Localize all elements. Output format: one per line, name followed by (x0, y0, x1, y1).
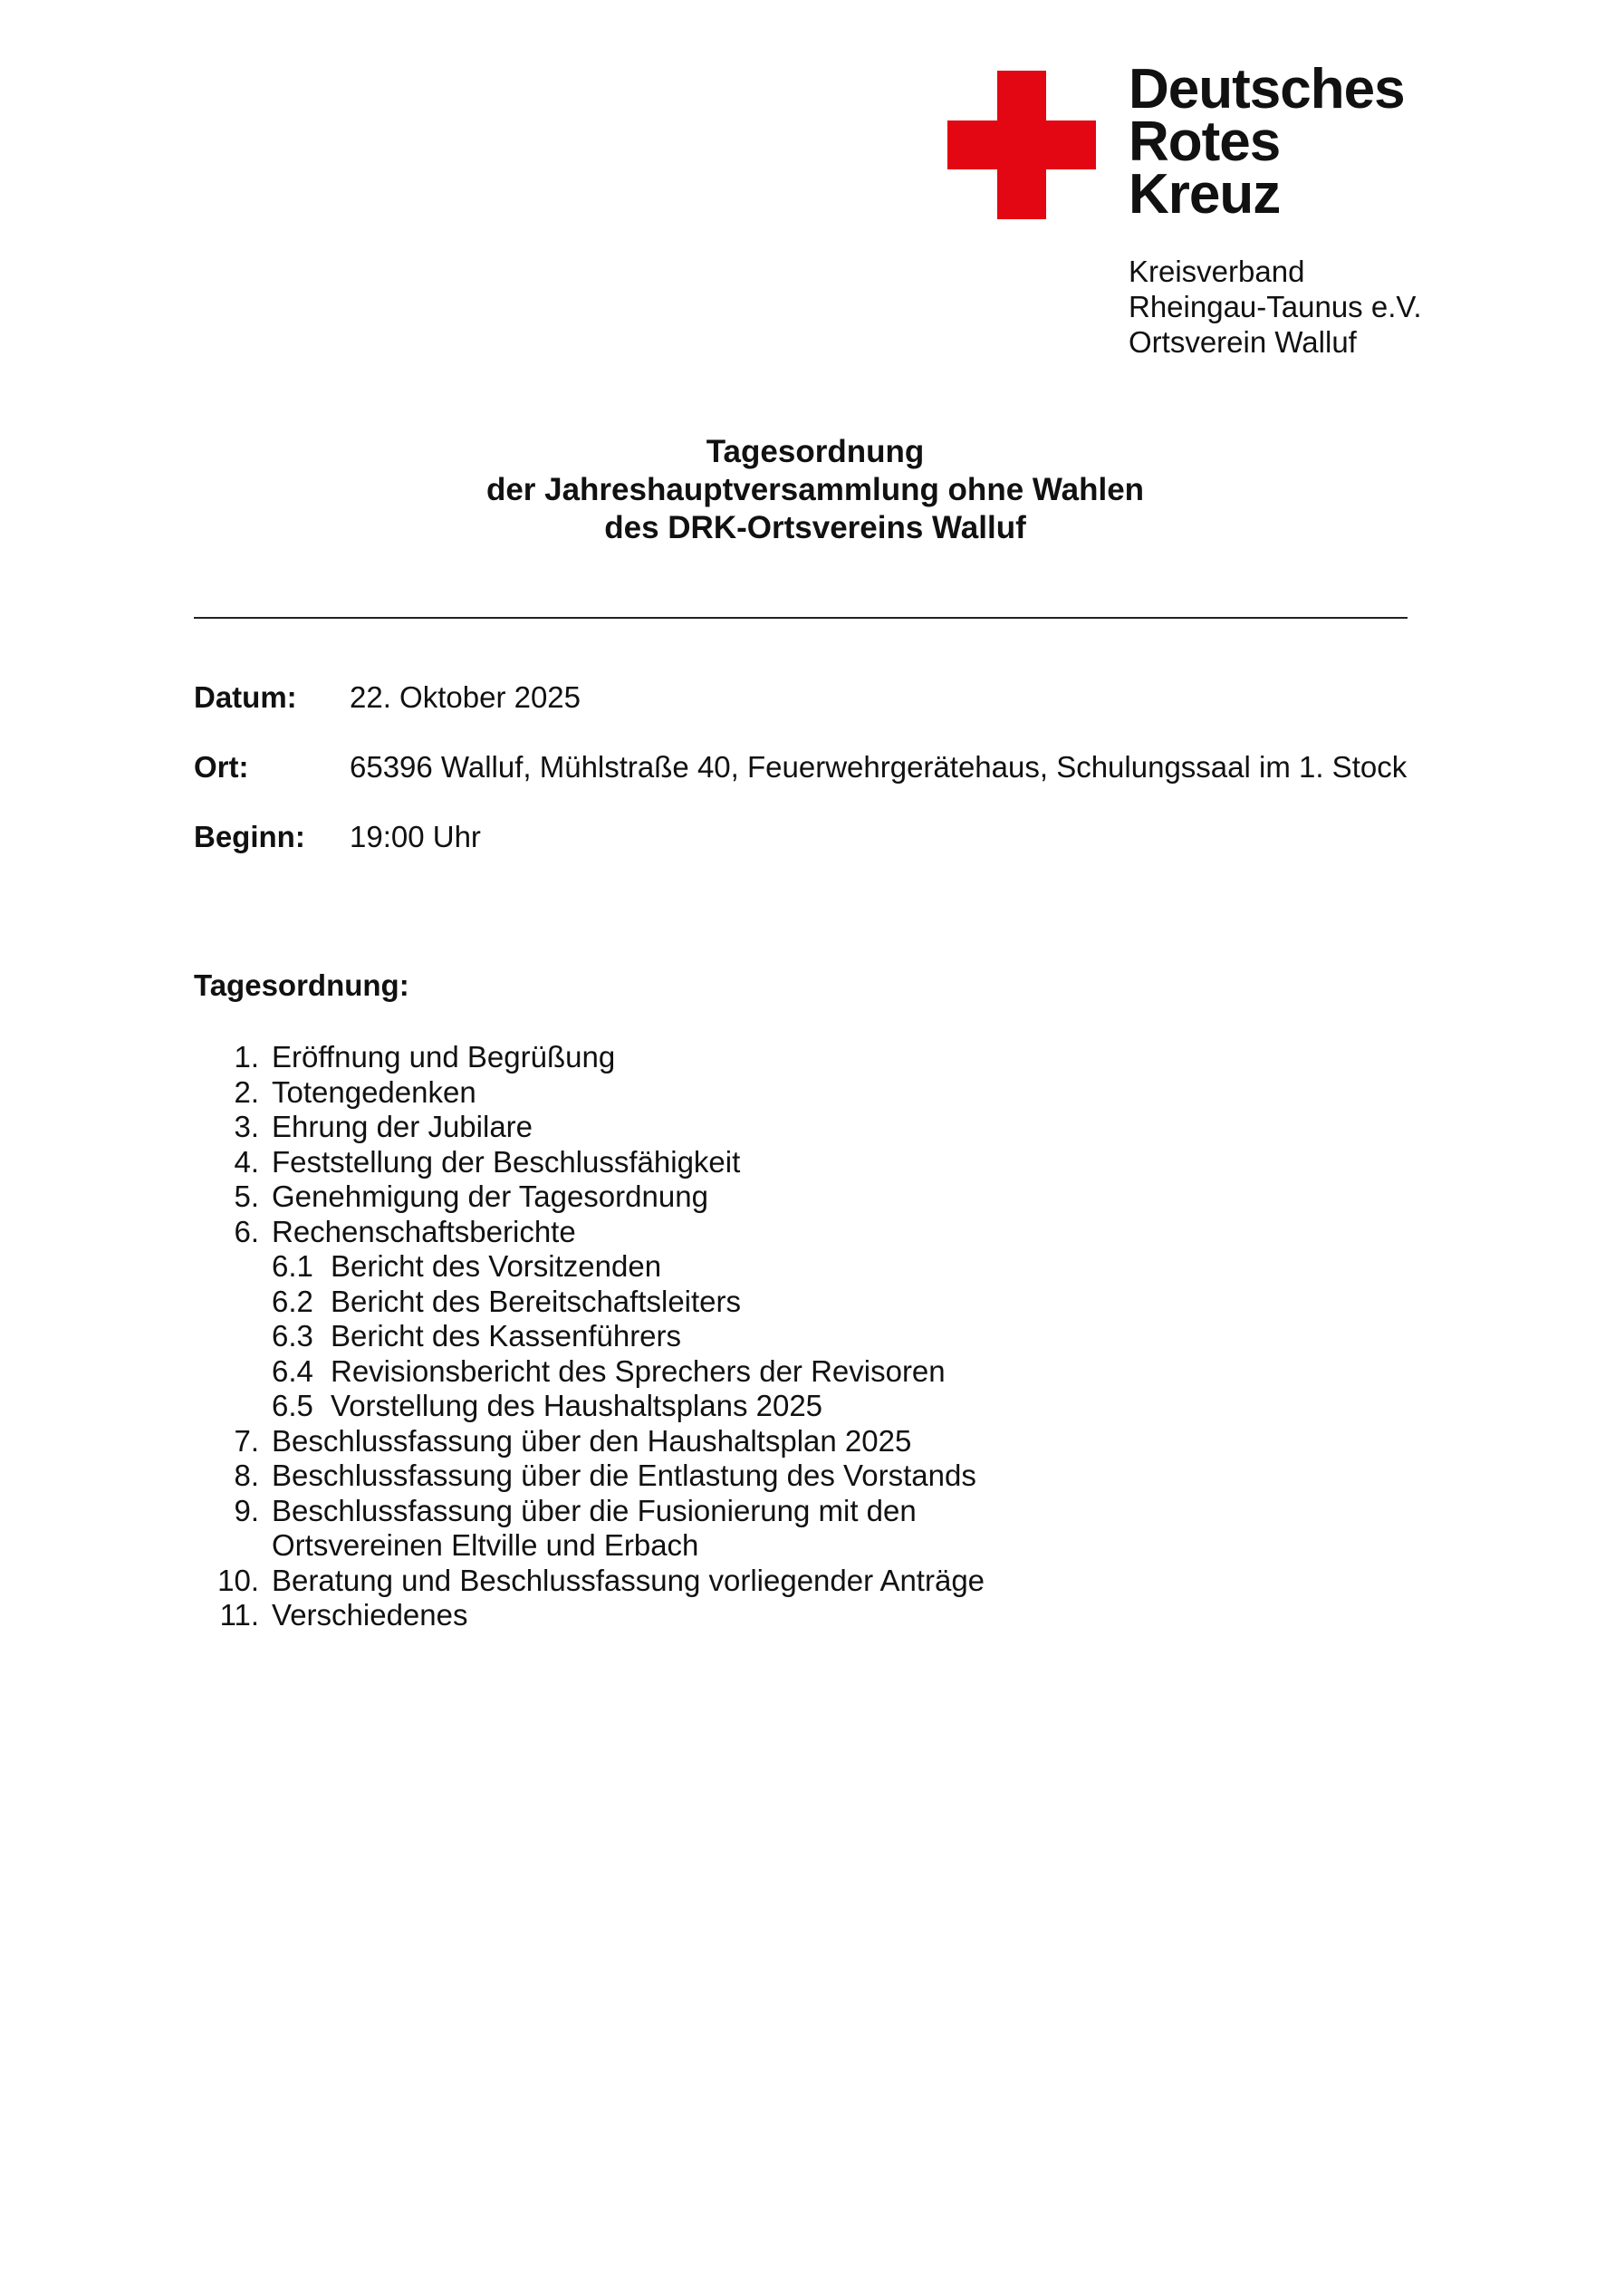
title-line-3: des DRK-Ortsvereins Walluf (604, 510, 1026, 545)
agenda-item-text: Feststellung der Beschlussfähigkeit (272, 1144, 741, 1179)
logo-line-2: Rotes (1129, 111, 1281, 173)
logo-wordmark (1129, 58, 1405, 226)
agenda-subitem-text: Bericht des Vorsitzenden (331, 1249, 662, 1283)
agenda-subitem-text: Bericht des Kassenführers (331, 1319, 682, 1353)
agenda-item-number: 7. (234, 1423, 259, 1458)
agenda-item-text: Beschlussfassung über die Entlastung des Vorstands (272, 1459, 976, 1492)
agenda-subitem-text: Revisionsbericht des Sprechers der Revisoren (331, 1353, 946, 1388)
red-cross-logo-icon (947, 71, 1096, 219)
agenda-item-text: Beratung und Beschlussfassung vorliegender Anträge (272, 1563, 985, 1597)
agenda-item-number: 2. (234, 1074, 259, 1109)
agenda-subitem-text: Vorstellung des Haushaltsplans 2025 (331, 1389, 823, 1422)
date-value: 22. Oktober 2025 (350, 680, 581, 714)
agenda-item-number: 3. (234, 1110, 259, 1143)
agenda-item-number: 10. (217, 1563, 259, 1597)
agenda-subitem-text: Bericht des Bereitschaftsleiters (331, 1284, 742, 1318)
agenda-subitem-number: 6.1 (272, 1249, 313, 1283)
agenda-item-number: 11. (219, 1598, 259, 1632)
org-line-1: Kreisverband (1129, 255, 1305, 288)
agenda-item-number: 8. (234, 1459, 259, 1492)
org-line-2: Rheingau-Taunus e.V. (1129, 290, 1422, 323)
agenda-subitem-number: 6.2 (272, 1284, 313, 1318)
agenda-item-number: 4. (234, 1144, 259, 1179)
agenda-subitem-number: 6.3 (272, 1319, 313, 1353)
agenda-item-number: 5. (234, 1180, 259, 1213)
document-title (0, 433, 1624, 547)
agenda-item-text: Rechenschaftsberichte (272, 1214, 576, 1248)
start-label: Beginn: (194, 820, 305, 853)
agenda-item-text: Eröffnung und Begrüßung (272, 1040, 616, 1074)
agenda-item-text: Genehmigung der Tagesordnung (272, 1180, 708, 1213)
agenda-item-text: Beschlussfassung über den Haushaltsplan 2025 (272, 1423, 912, 1458)
agenda-heading: Tagesordnung: (194, 968, 409, 1002)
org-line-3: Ortsverein Walluf (1129, 325, 1357, 359)
place-value: 65396 Walluf, Mühlstraße 40, Feuerwehrgerätehaus, Schulungssaal im 1. Stock (350, 750, 1408, 784)
date-label: Datum: (194, 680, 297, 714)
agenda-subitem-number: 6.4 (272, 1353, 313, 1388)
agenda-item-text: Ehrung der Jubilare (272, 1110, 533, 1143)
organization-block (1129, 254, 1422, 360)
agenda-subitem-number: 6.5 (272, 1389, 313, 1422)
agenda-item-text: Verschiedenes (272, 1598, 468, 1632)
agenda-item-text: Totengedenken (272, 1074, 476, 1109)
agenda-item-number: 9. (234, 1493, 259, 1527)
title-line-1: Tagesordnung (706, 434, 925, 469)
agenda-item-text-continuation: Ortsvereinen Eltville und Erbach (272, 1528, 699, 1562)
place-label: Ort: (194, 750, 249, 784)
horizontal-divider (194, 617, 1408, 619)
agenda-item-text: Beschlussfassung über die Fusionierung mit den (272, 1493, 917, 1527)
start-value: 19:00 Uhr (350, 820, 481, 853)
agenda-item-number: 6. (234, 1214, 259, 1248)
agenda-item-number: 1. (234, 1040, 259, 1074)
cross-horizontal-bar (947, 120, 1096, 169)
logo-line-1: Deutsches (1129, 58, 1405, 120)
logo-line-3: Kreuz (1129, 163, 1281, 226)
title-line-2: der Jahreshauptversammlung ohne Wahlen (485, 472, 1145, 507)
